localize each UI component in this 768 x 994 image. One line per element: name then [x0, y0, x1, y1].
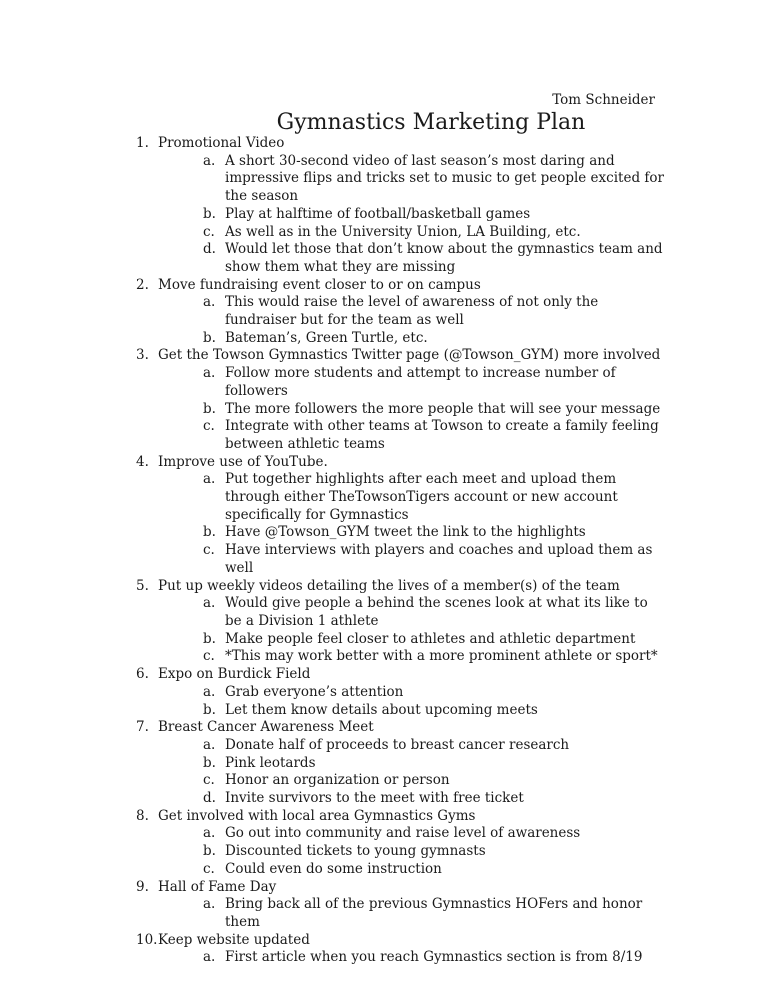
sub-item-letter: b. — [203, 630, 216, 647]
sub-list-item — [203, 648, 666, 666]
sub-item-text: Discounted tickets to young gymnasts — [225, 843, 486, 860]
item-text: Breast Cancer Awareness Meet — [158, 719, 374, 736]
sub-item-letter: a. — [203, 825, 216, 842]
item-text: Keep website updated — [158, 931, 310, 948]
sub-item-text: Follow more students and attempt to increase number of followers — [225, 365, 616, 399]
item-text: Improve use of YouTube. — [158, 453, 328, 470]
item-number: 4. — [136, 453, 149, 470]
sub-list — [158, 737, 666, 808]
sub-list — [158, 471, 666, 577]
sub-item-text: The more followers the more people that will see your message — [225, 400, 661, 417]
item-text: Put up weekly videos detailing the lives of a member(s) of the team — [158, 577, 620, 594]
sub-list-item — [203, 949, 666, 967]
item-number: 7. — [136, 719, 149, 736]
list-item — [136, 932, 666, 967]
sub-list-item — [203, 330, 666, 348]
sub-item-text: Invite survivors to the meet with free ticket — [225, 790, 524, 807]
item-text: Hall of Fame Day — [158, 878, 277, 895]
sub-item-text: As well as in the University Union, LA Building, etc. — [225, 223, 581, 240]
sub-item-letter: b. — [203, 701, 216, 718]
sub-list-item — [203, 418, 666, 453]
sub-item-letter: b. — [203, 329, 216, 346]
sub-list-item — [203, 206, 666, 224]
item-number: 9. — [136, 878, 149, 895]
item-number: 8. — [136, 807, 149, 824]
sub-list — [158, 825, 666, 878]
marketing-plan-outline — [136, 135, 666, 967]
sub-item-text: Would give people a behind the scenes look at what its like to be a Division 1 athlete — [225, 595, 648, 629]
sub-item-text: Have @Towson_GYM tweet the link to the highlights — [225, 524, 586, 541]
sub-item-letter: a. — [203, 471, 216, 488]
sub-item-text: Would let those that don’t know about the gymnastics team and show them what they are missing — [225, 241, 663, 275]
sub-item-letter: b. — [203, 400, 216, 417]
sub-item-letter: a. — [203, 152, 216, 169]
list-item — [136, 808, 666, 879]
sub-list-item — [203, 294, 666, 329]
sub-item-text: Bring back all of the previous Gymnastics HOFers and honor them — [225, 896, 643, 930]
item-number: 3. — [136, 347, 149, 364]
sub-item-letter: a. — [203, 294, 216, 311]
sub-item-text: Donate half of proceeds to breast cancer research — [225, 736, 570, 753]
sub-list-item — [203, 737, 666, 755]
list-item — [136, 135, 666, 277]
list-item — [136, 719, 666, 808]
list-item — [136, 277, 666, 348]
sub-list-item — [203, 224, 666, 242]
sub-item-text: Pink leotards — [225, 754, 316, 771]
list-item — [136, 879, 666, 932]
sub-list-item — [203, 365, 666, 400]
page-title: Gymnastics Marketing Plan — [276, 110, 586, 135]
sub-item-text: First article when you reach Gymnastics section is from 8/19 — [225, 949, 643, 966]
list-item — [136, 578, 666, 667]
sub-list-item — [203, 153, 666, 206]
list-item — [136, 454, 666, 578]
sub-item-text: Honor an organization or person — [225, 772, 450, 789]
sub-list-item — [203, 790, 666, 808]
sub-list-item — [203, 896, 666, 931]
sub-list-item — [203, 631, 666, 649]
sub-item-letter: a. — [203, 896, 216, 913]
sub-list-item — [203, 471, 666, 524]
sub-list-item — [203, 772, 666, 790]
item-number: 10. — [136, 931, 158, 948]
sub-item-letter: b. — [203, 754, 216, 771]
sub-item-letter: c. — [203, 223, 215, 240]
item-text: Get the Towson Gymnastics Twitter page (@Towson_GYM) more involved — [158, 347, 661, 364]
sub-item-letter: a. — [203, 595, 216, 612]
list-item — [136, 666, 666, 719]
sub-list — [158, 949, 666, 967]
item-text: Get involved with local area Gymnastics Gyms — [158, 807, 476, 824]
sub-item-text: Bateman’s, Green Turtle, etc. — [225, 329, 428, 346]
sub-item-text: Integrate with other teams at Towson to create a family feeling between athletic teams — [225, 418, 659, 452]
item-text: Move fundraising event closer to or on campus — [158, 276, 481, 293]
sub-item-text: Grab everyone’s attention — [225, 683, 404, 700]
sub-list — [158, 896, 666, 931]
sub-item-letter: a. — [203, 736, 216, 753]
sub-item-text: This would raise the level of awareness of not only the fundraiser but for the team as well — [225, 294, 599, 329]
sub-list-item — [203, 542, 666, 577]
sub-item-text: Let them know details about upcoming meets — [225, 701, 538, 718]
sub-list — [158, 365, 666, 454]
item-number: 1. — [136, 135, 149, 151]
sub-list — [158, 294, 666, 347]
item-text: Promotional Video — [158, 135, 285, 151]
sub-item-letter: a. — [203, 365, 216, 382]
sub-item-text: Play at halftime of football/basketball games — [225, 205, 531, 222]
sub-item-text: A short 30-second video of last season’s most daring and impressive flips and tricks set to music to get people excited for the season — [225, 152, 664, 205]
sub-item-letter: c. — [203, 772, 215, 789]
sub-item-text: Have interviews with players and coaches and upload them as well — [225, 542, 653, 576]
sub-item-letter: d. — [203, 790, 216, 807]
sub-list-item — [203, 755, 666, 773]
sub-item-letter: b. — [203, 205, 216, 222]
sub-item-letter: a. — [203, 949, 216, 966]
sub-item-text: Go out into community and raise level of awareness — [225, 825, 581, 842]
sub-list-item — [203, 241, 666, 276]
sub-list-item — [203, 825, 666, 843]
sub-item-letter: c. — [203, 418, 215, 435]
sub-item-letter: c. — [203, 648, 215, 665]
sub-item-letter: b. — [203, 843, 216, 860]
sub-list-item — [203, 843, 666, 861]
item-number: 2. — [136, 276, 149, 293]
item-text: Expo on Burdick Field — [158, 666, 311, 683]
sub-list — [158, 595, 666, 666]
sub-item-text: Make people feel closer to athletes and athletic department — [225, 630, 636, 647]
sub-item-text: *This may work better with a more prominent athlete or sport* — [225, 648, 658, 665]
sub-list-item — [203, 684, 666, 702]
sub-list-item — [203, 401, 666, 419]
sub-item-letter: c. — [203, 860, 215, 877]
sub-list-item — [203, 702, 666, 720]
sub-item-letter: b. — [203, 524, 216, 541]
sub-item-letter: c. — [203, 542, 215, 559]
sub-item-letter: d. — [203, 241, 216, 258]
sub-list-item — [203, 524, 666, 542]
item-number: 6. — [136, 666, 149, 683]
sub-item-text: Put together highlights after each meet and upload them through either TheTowsonTigers account or new account specifically for Gymnastics — [225, 471, 618, 523]
sub-list — [158, 153, 666, 277]
item-number: 5. — [136, 577, 149, 594]
list-item — [136, 347, 666, 453]
sub-item-text: Could even do some instruction — [225, 860, 442, 877]
author-name: Tom Schneider — [552, 92, 655, 108]
sub-list-item — [203, 861, 666, 879]
sub-item-letter: a. — [203, 683, 216, 700]
sub-list-item — [203, 595, 666, 630]
sub-list — [158, 684, 666, 719]
